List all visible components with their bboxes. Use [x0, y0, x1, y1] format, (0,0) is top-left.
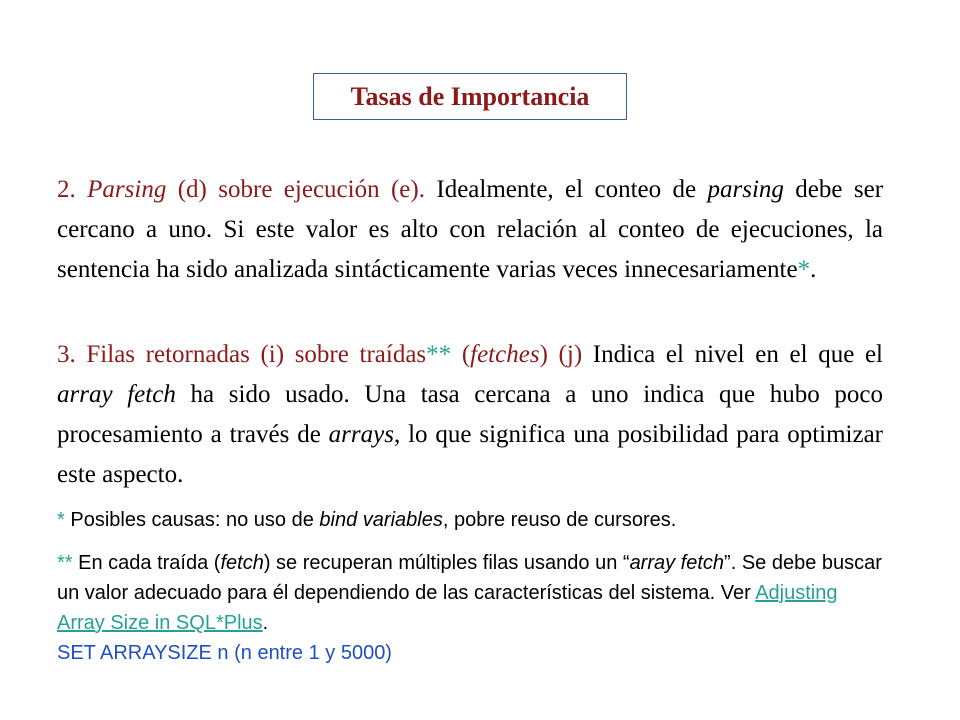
footnote1-marker: * [57, 509, 65, 531]
footnote1-text1: Posibles causas: no uso de [70, 509, 314, 531]
footnote2-fetch: fetch [220, 552, 264, 574]
slide-title: Tasas de Importancia [350, 81, 590, 111]
adjusting-array-size-link[interactable]: Adjusting Array Size in SQL*Plus [57, 582, 838, 634]
footnote2-text4: . [262, 612, 269, 634]
paragraph-parsing [57, 170, 883, 290]
footnote-1 [57, 506, 887, 534]
paragraph3-array-fetch: array fetch [57, 381, 176, 408]
paragraph2-ref1: (d) [177, 176, 207, 203]
paragraph2-mid: sobre ejecución [218, 176, 380, 203]
paragraph2-number: 2. [57, 176, 76, 203]
title-box [313, 73, 627, 120]
paragraph2-term: Parsing [87, 176, 167, 203]
paragraph2-text2: debe ser cercano a uno. Si este valor es alto con relación al conteo de ejecuciones, la sentencia ha sido analizada sintácticamente varias veces innecesariamente [57, 176, 884, 283]
paragraph2-star: * [797, 256, 811, 283]
paragraph3-text3: , lo que significa una posibilidad para optimizar este aspecto. [57, 421, 883, 488]
paragraph2-ref2: (e). [390, 176, 425, 203]
paragraph-filas [57, 335, 883, 495]
paragraph3-text1: Indica el nivel en el que el [592, 341, 883, 368]
set-arraysize-command: SET ARRAYSIZE n (n entre 1 y 5000) [57, 642, 392, 664]
footnote2-text1: En cada traída ( [78, 552, 221, 574]
paragraph3-text2: ha sido usado. Una tasa cercana a uno indica que hubo poco procesamiento a través de [57, 381, 884, 448]
footnote2-text2: ) se recuperan múltiples filas usando un “ [263, 552, 630, 574]
footnote-2 [57, 548, 887, 668]
footnote2-marker: ** [57, 552, 73, 574]
paragraph3-close: ) (j) [539, 341, 583, 368]
paragraph2-italic1: parsing [707, 176, 784, 203]
paragraph2-text1: Idealmente, el conteo de [436, 176, 697, 203]
paragraph3-lead: 3. Filas retornadas (i) sobre traídas [57, 341, 427, 368]
paragraph3-stars: ** [426, 341, 452, 368]
footnote2-array-fetch: array fetch [629, 552, 725, 574]
footnote2-text3: ”. Se debe buscar un valor adecuado para él dependiendo de las características del sistema. Ver [57, 552, 882, 604]
footnote1-italic: bind variables [319, 509, 443, 531]
paragraph3-open: ( [461, 341, 471, 368]
paragraph3-arrays: arrays [328, 421, 394, 448]
paragraph3-fetches: fetches [470, 341, 540, 368]
paragraph2-end: . [810, 256, 817, 283]
footnote1-text2: , pobre reuso de cursores. [442, 509, 677, 531]
